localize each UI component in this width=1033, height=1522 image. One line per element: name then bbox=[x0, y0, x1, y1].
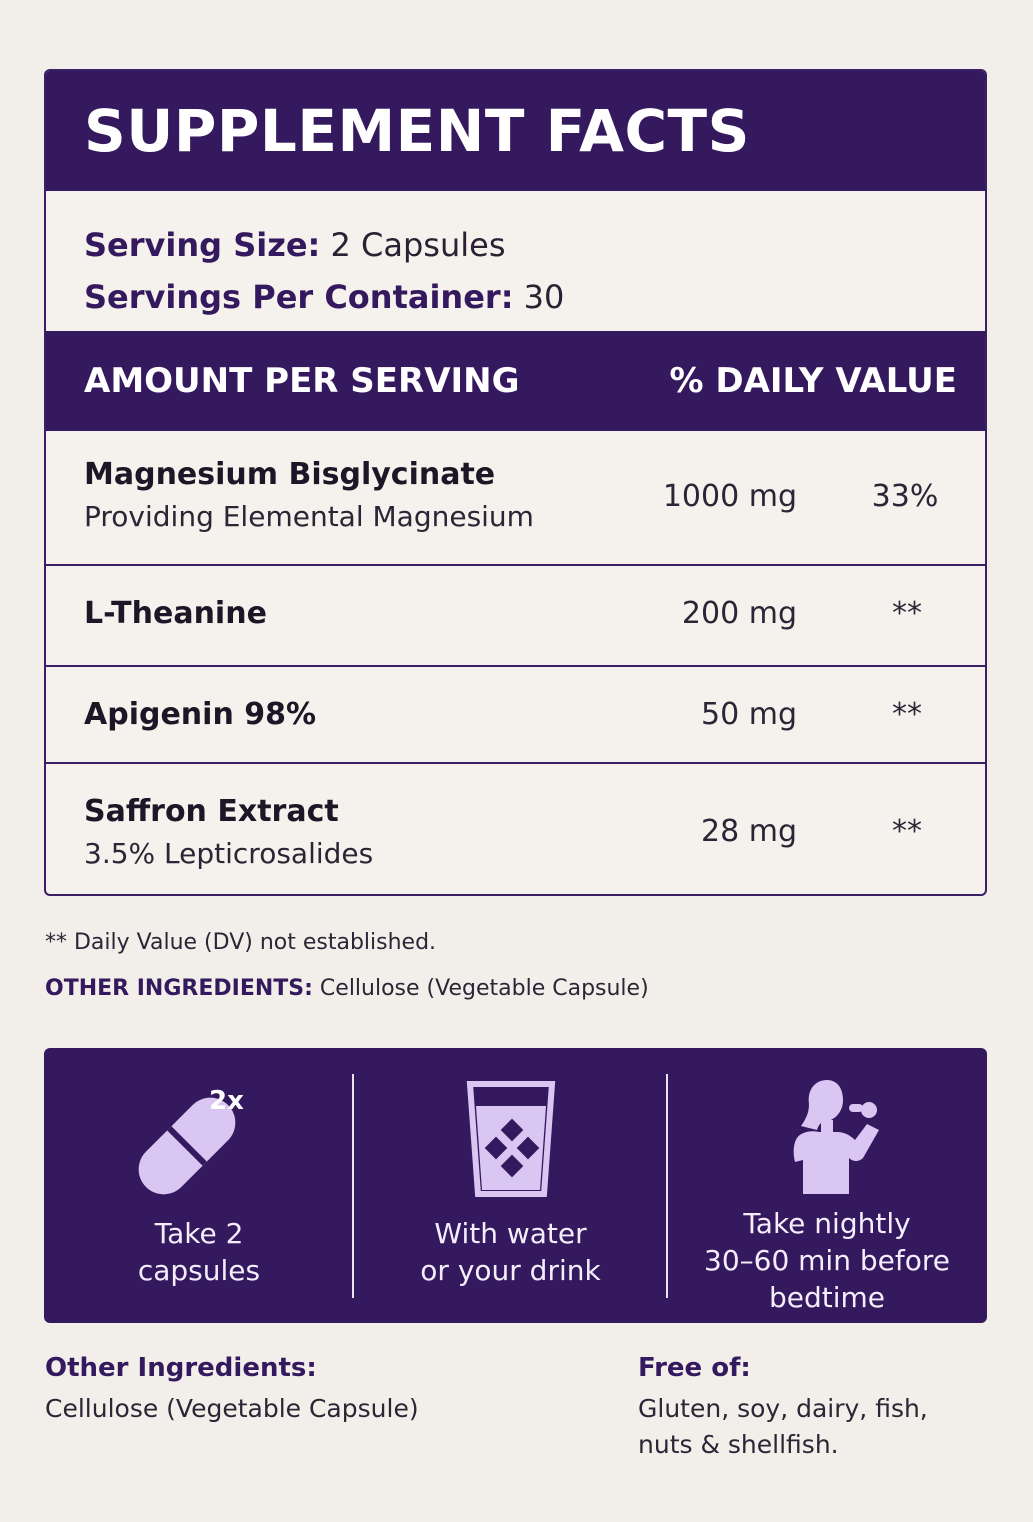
ingredient-daily-value: ** bbox=[892, 697, 922, 732]
ingredient-daily-value: 33% bbox=[871, 479, 939, 514]
ingredient-subtext: 3.5% Lepticrosalides bbox=[84, 837, 374, 870]
ingredients-table bbox=[46, 431, 985, 896]
usage-step-label bbox=[354, 1215, 667, 1289]
usage-step-label-line: With water bbox=[434, 1217, 587, 1250]
serving-size-label: Serving Size: bbox=[84, 226, 321, 264]
free-of-line: nuts & shellfish. bbox=[638, 1430, 839, 1459]
servings-per-container-value: 30 bbox=[523, 278, 565, 316]
ingredient-name: Apigenin 98% bbox=[84, 697, 317, 732]
usage-step-label-line: 30–60 min before bbox=[704, 1244, 950, 1277]
usage-step-label-line: bedtime bbox=[768, 1281, 886, 1314]
usage-step-take-nightly bbox=[667, 1048, 987, 1323]
supplement-facts-panel bbox=[44, 69, 987, 896]
ingredient-daily-value: ** bbox=[892, 814, 922, 849]
free-of-line: Gluten, soy, dairy, fish, bbox=[638, 1394, 928, 1423]
table-row bbox=[46, 665, 985, 762]
other-ingredients-section bbox=[45, 1353, 419, 1427]
amount-per-serving-header: AMOUNT PER SERVING bbox=[84, 361, 520, 401]
free-of-title: Free of: bbox=[638, 1353, 751, 1383]
serving-size-value: 2 Capsules bbox=[330, 226, 506, 264]
ingredient-amount: 50 mg bbox=[701, 697, 797, 732]
ingredient-name: Saffron Extract bbox=[84, 794, 339, 829]
other-ingredients-line bbox=[45, 976, 649, 1001]
table-row bbox=[46, 431, 985, 564]
other-ingredients-text: Cellulose (Vegetable Capsule) bbox=[45, 1394, 419, 1423]
usage-step-label-line: Take 2 bbox=[154, 1217, 244, 1250]
usage-step-label bbox=[44, 1215, 354, 1289]
other-ingredients-label: OTHER INGREDIENTS: bbox=[45, 976, 313, 1001]
servings-per-container-label: Servings Per Container: bbox=[84, 278, 514, 316]
usage-step-take-capsules bbox=[44, 1048, 354, 1323]
ingredient-amount: 28 mg bbox=[701, 814, 797, 849]
table-row bbox=[46, 564, 985, 665]
ingredient-name: L-Theanine bbox=[84, 596, 267, 631]
person-taking-pill-icon bbox=[787, 1074, 897, 1198]
table-row bbox=[46, 762, 985, 896]
servings-per-container-line bbox=[84, 271, 947, 323]
serving-size-line bbox=[84, 219, 947, 271]
usage-step-label bbox=[667, 1205, 987, 1316]
ingredient-amount: 200 mg bbox=[681, 596, 797, 631]
facts-title: SUPPLEMENT FACTS bbox=[84, 97, 750, 165]
ingredient-daily-value: ** bbox=[892, 596, 922, 631]
column-header bbox=[46, 331, 985, 431]
other-ingredients-title: Other Ingredients: bbox=[45, 1353, 317, 1383]
usage-step-with-water bbox=[354, 1048, 667, 1323]
free-of-text bbox=[638, 1391, 928, 1463]
daily-value-header: % DAILY VALUE bbox=[669, 361, 957, 401]
water-glass-icon bbox=[466, 1080, 556, 1198]
ingredient-name: Magnesium Bisglycinate bbox=[84, 457, 496, 492]
dose-badge: 2x bbox=[209, 1086, 244, 1116]
ingredient-amount: 1000 mg bbox=[662, 479, 797, 514]
serving-info bbox=[46, 191, 985, 331]
usage-step-label-line: Take nightly bbox=[743, 1207, 911, 1240]
free-of-section bbox=[638, 1353, 928, 1463]
usage-step-label-line: or your drink bbox=[420, 1254, 601, 1287]
usage-instructions-panel bbox=[44, 1048, 987, 1323]
ingredient-subtext: Providing Elemental Magnesium bbox=[84, 500, 534, 533]
other-ingredients-value: Cellulose (Vegetable Capsule) bbox=[319, 976, 649, 1001]
facts-header bbox=[46, 71, 985, 191]
usage-step-label-line: capsules bbox=[137, 1254, 261, 1287]
daily-value-footnote: ** Daily Value (DV) not established. bbox=[45, 930, 437, 955]
